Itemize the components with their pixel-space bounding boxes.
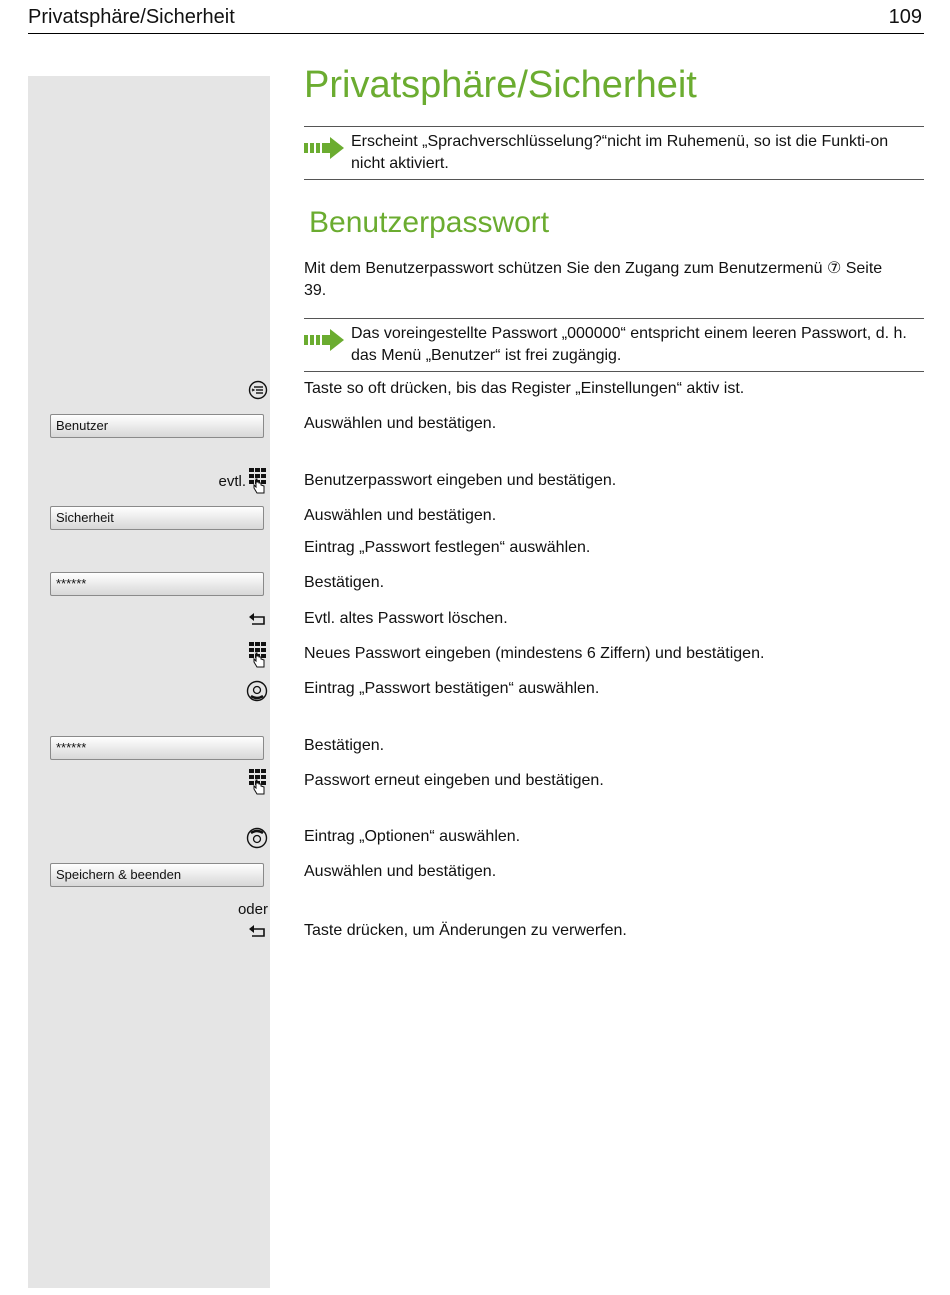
step-text: Benutzerpasswort eingeben und bestätigen.	[304, 472, 617, 489]
oder-label: oder	[237, 901, 268, 918]
step-text: Neues Passwort eingeben (mindestens 6 Ziffern) und bestätigen.	[304, 645, 765, 662]
navigator-up-icon	[246, 827, 268, 849]
step-text: Taste drücken, um Änderungen zu verwerfen.	[304, 922, 627, 939]
step-text: Auswählen und bestätigen.	[304, 507, 497, 524]
sicherheit-button[interactable]: Sicherheit	[50, 506, 264, 530]
navigator-down-icon	[246, 680, 268, 702]
save-and-exit-button[interactable]: Speichern & beenden	[50, 863, 264, 887]
back-arrow-icon	[248, 923, 268, 939]
step-text: Bestätigen.	[304, 574, 385, 591]
step-text: Eintrag „Passwort festlegen“ auswählen.	[304, 539, 591, 556]
section-title: Benutzerpasswort	[309, 206, 550, 239]
keypad-icon	[248, 768, 268, 796]
evtl-label: evtl.	[218, 473, 246, 490]
intro-paragraph: Mit dem Benutzerpasswort schützen Sie den Zugang zum Benutzermenü ⑦ Seite 39.	[304, 260, 883, 299]
password-confirm-button[interactable]: ******	[50, 736, 264, 760]
arrow-note-icon	[304, 327, 346, 353]
step-text: Bestätigen.	[304, 737, 385, 754]
step-text: Evtl. altes Passwort löschen.	[304, 610, 508, 627]
menu-key-icon	[248, 380, 268, 400]
step-text: Eintrag „Passwort bestätigen“ auswählen.	[304, 680, 600, 697]
page-title: Privatsphäre/Sicherheit	[304, 64, 697, 106]
step-text: Taste so oft drücken, bis das Register „Einstellungen“ aktiv ist.	[304, 380, 745, 397]
header-rule	[28, 33, 924, 34]
keypad-icon	[248, 641, 268, 669]
note-box	[304, 318, 924, 372]
running-header-title: Privatsphäre/Sicherheit	[28, 6, 235, 28]
step-text: Eintrag „Optionen“ auswählen.	[304, 828, 521, 845]
back-arrow-icon	[248, 611, 268, 627]
sidebar-panel	[28, 76, 270, 1288]
page-number: 109	[888, 6, 922, 28]
note-text: Das voreingestellte Passwort „000000“ entspricht einem leeren Passwort, d. h. das Menü „Benutzer“ ist frei zugängig.	[351, 325, 907, 364]
benutzer-button[interactable]: Benutzer	[50, 414, 264, 438]
arrow-note-icon	[304, 135, 346, 161]
note-text: Erscheint „Sprachverschlüsselung?“nicht im Ruhemenü, so ist die Funkti-on nicht aktiviert.	[351, 133, 889, 172]
step-text: Auswählen und bestätigen.	[304, 863, 497, 880]
note-box	[304, 126, 924, 180]
password-field-button[interactable]: ******	[50, 572, 264, 596]
step-text: Auswählen und bestätigen.	[304, 415, 497, 432]
keypad-icon	[248, 467, 268, 495]
step-text: Passwort erneut eingeben und bestätigen.	[304, 772, 604, 789]
